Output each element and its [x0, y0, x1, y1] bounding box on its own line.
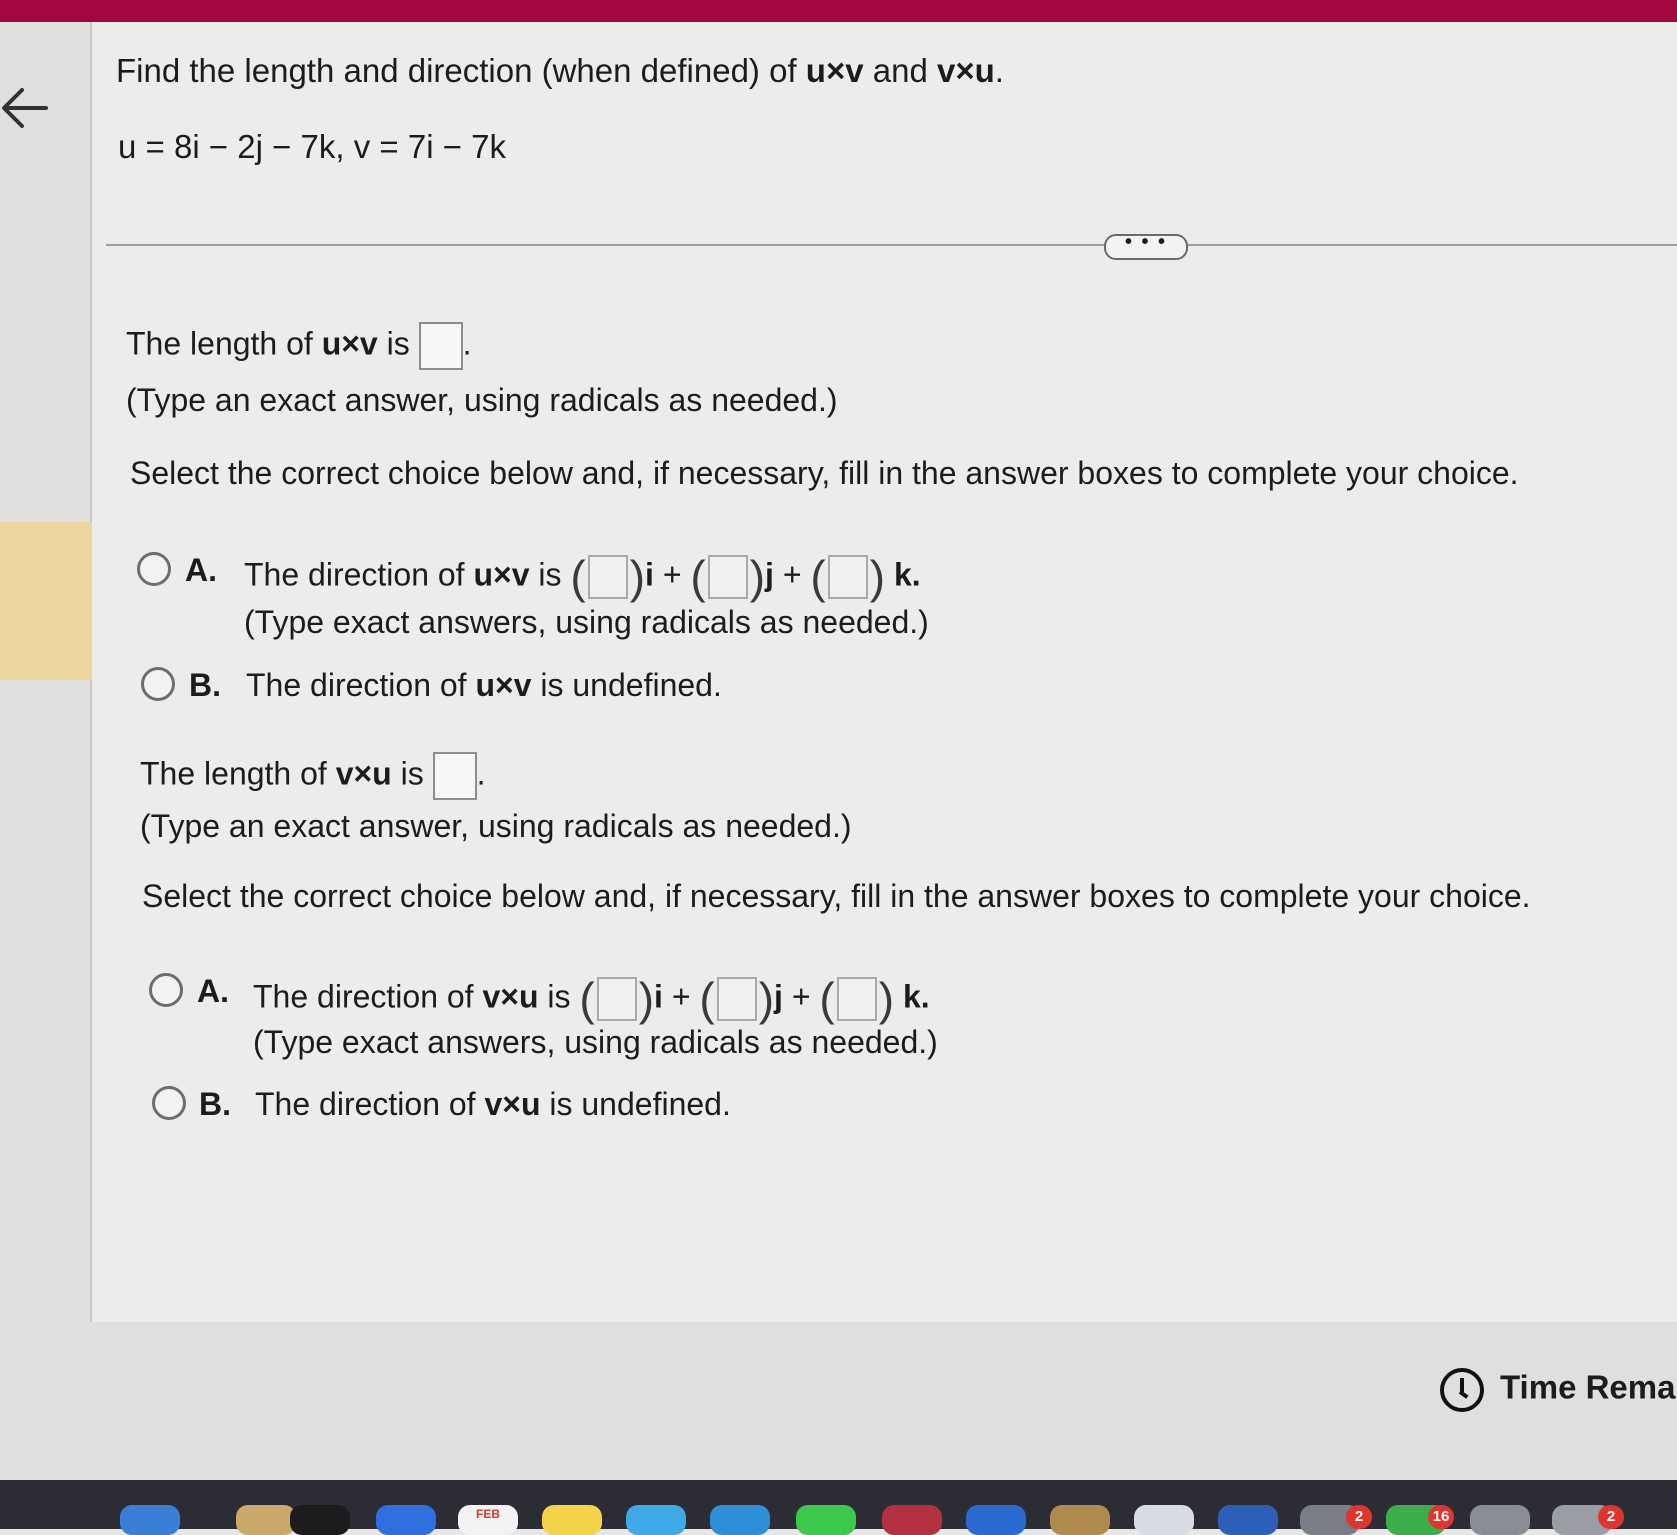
- vxu-j-input[interactable]: [717, 977, 757, 1021]
- dock-launchpad-icon[interactable]: [236, 1505, 296, 1535]
- choice-b-vxu-radio[interactable]: [152, 1086, 186, 1120]
- dock-app-icon[interactable]: [376, 1505, 436, 1535]
- select-prompt-2: Select the correct choice below and, if necessary, fill in the answer boxes to complete your choice.: [142, 878, 1531, 914]
- question-title: Find the length and direction (when defined) of u×v and v×u.: [116, 52, 1004, 89]
- dock-app3-icon[interactable]: [966, 1505, 1026, 1535]
- uxv-k-input[interactable]: [828, 555, 868, 599]
- select-prompt-1: Select the correct choice below and, if necessary, fill in the answer boxes to complete your choice.: [130, 455, 1519, 491]
- vxu-i-input[interactable]: [597, 977, 637, 1021]
- dock-messages-icon[interactable]: [796, 1505, 856, 1535]
- dock-word-icon[interactable]: [1218, 1505, 1278, 1535]
- dock-notes-icon[interactable]: [542, 1505, 602, 1535]
- section-divider: [106, 244, 1677, 246]
- footer-band: [0, 1322, 1677, 1480]
- back-arrow-icon[interactable]: [0, 78, 50, 138]
- choice-a-uxv-hint: (Type exact answers, using radicals as needed.): [244, 604, 929, 640]
- choice-a-vxu-hint: (Type exact answers, using radicals as needed.): [253, 1024, 938, 1060]
- length-vxu-line: The length of v×u is .: [140, 752, 486, 800]
- vxu-k-input[interactable]: [837, 977, 877, 1021]
- uxv-i-input[interactable]: [588, 555, 628, 599]
- more-options-button[interactable]: • • •: [1104, 234, 1188, 260]
- length-uxv-input[interactable]: [419, 322, 463, 370]
- dock-badge: 2: [1346, 1505, 1372, 1529]
- dock-badge: 2: [1598, 1505, 1624, 1529]
- choice-a-vxu-letter: A.: [197, 973, 229, 1009]
- dock-finder-icon[interactable]: [120, 1505, 180, 1535]
- length-vxu-hint: (Type an exact answer, using radicals as needed.): [140, 808, 852, 844]
- clock-icon: [1440, 1368, 1484, 1412]
- dock-app4-icon[interactable]: [1050, 1505, 1110, 1535]
- dock-safari-icon[interactable]: [710, 1505, 770, 1535]
- dock-music-icon[interactable]: [882, 1505, 942, 1535]
- dock-badge: 16: [1428, 1505, 1454, 1529]
- dock-calendar-icon[interactable]: FEB: [458, 1505, 518, 1535]
- active-part-highlight: [0, 522, 92, 680]
- top-bar: [0, 0, 1677, 22]
- dock-app2-icon[interactable]: [626, 1505, 686, 1535]
- length-uxv-line: The length of u×v is .: [126, 322, 472, 370]
- dock-terminal-icon[interactable]: [290, 1505, 350, 1535]
- dock-app7-icon[interactable]: [1470, 1505, 1530, 1535]
- uxv-j-input[interactable]: [708, 555, 748, 599]
- choice-a-vxu-text: The direction of v×u is ( )i + ( )j + ( ) k.: [253, 973, 930, 1025]
- question-vectors: u = 8i − 2j − 7k, v = 7i − 7k: [118, 128, 506, 165]
- choice-a-uxv-letter: A.: [185, 552, 217, 588]
- time-remaining[interactable]: Time Rema: [1440, 1368, 1675, 1412]
- choice-a-uxv-text: The direction of u×v is ( )i + ( )j + ( ) k.: [244, 551, 921, 603]
- choice-a-uxv-radio[interactable]: [137, 552, 171, 586]
- choice-b-vxu-letter: B.: [199, 1086, 231, 1122]
- length-vxu-input[interactable]: [433, 752, 477, 800]
- length-uxv-hint: (Type an exact answer, using radicals as needed.): [126, 382, 838, 418]
- choice-b-uxv-radio[interactable]: [141, 667, 175, 701]
- choice-b-uxv-letter: B.: [189, 667, 221, 703]
- choice-a-vxu-radio[interactable]: [149, 973, 183, 1007]
- choice-b-uxv-text: The direction of u×v is undefined.: [246, 667, 722, 703]
- dock-chrome-icon[interactable]: [1134, 1505, 1194, 1535]
- choice-b-vxu-text: The direction of v×u is undefined.: [255, 1086, 731, 1122]
